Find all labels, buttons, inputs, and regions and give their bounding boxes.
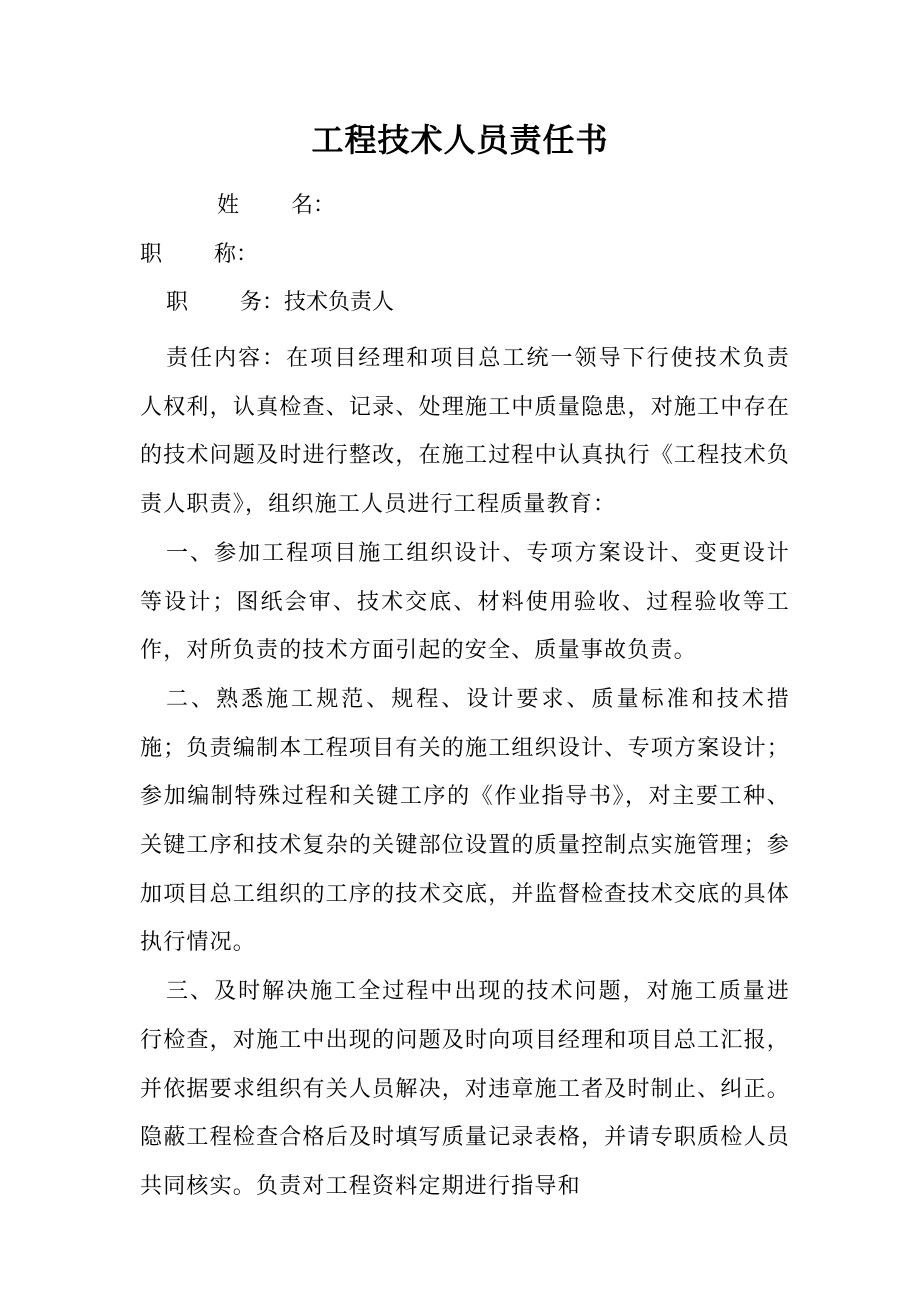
field-duty xyxy=(166,288,394,318)
field-rank-label-b: 称： xyxy=(214,242,259,267)
field-name xyxy=(217,191,335,221)
field-rank-label-a: 职 xyxy=(140,242,163,267)
field-name-label-a: 姓 xyxy=(217,193,240,218)
document-body xyxy=(140,335,790,1212)
field-duty-value: 技术负责人 xyxy=(284,290,395,315)
field-name-label-b: 名： xyxy=(291,193,336,218)
document-title: 工程技术人员责任书 xyxy=(311,121,609,159)
paragraph-item-1: 一、参加工程项目施工组织设计、专项方案设计、变更设计等设计；图纸会审、技术交底、材料使用验收、过程验收等工作，对所负责的技术方面引起的安全、质量事故负责。 xyxy=(140,540,790,664)
paragraph-item-3: 三、及时解决施工全过程中出现的技术问题，对施工质量进行检查，对施工中出现的问题及时向项目经理和项目总工汇报，并依据要求组织有关人员解决，对违章施工者及时制止、纠正。隐蔽工程检查合格后及时填写质量记录表格，并请专职质检人员共同核实。负责对工程资料定期进行指导和 xyxy=(140,979,790,1199)
paragraph-item-2: 二、熟悉施工规范、规程、设计要求、质量标准和技术措施；负责编制本工程项目有关的施工组织设计、专项方案设计；参加编制特殊过程和关键工序的《作业指导书》，对主要工种、关键工序和技术复杂的关键部位设置的质量控制点实施管理；参加项目总工组织的工序的技术交底，并监督检查技术交底的具体执行情况。 xyxy=(140,686,790,956)
field-duty-label-b: 务： xyxy=(240,290,285,315)
field-rank xyxy=(140,240,258,270)
field-duty-label-a: 职 xyxy=(166,290,189,315)
paragraph-intro: 责任内容：在项目经理和项目总工统一领导下行使技术负责人权利，认真检查、记录、处理施工中质量隐患，对施工中存在的技术问题及时进行整改，在施工过程中认真执行《工程技术负责人职责》，组织施工人员进行工程质量教育： xyxy=(140,346,790,518)
